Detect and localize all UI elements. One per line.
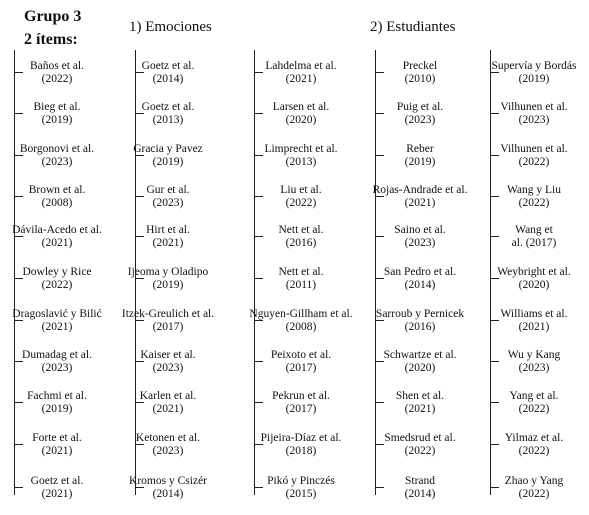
reference-entry: [474, 143, 589, 169]
reference-year: (2022): [404, 445, 436, 457]
reference-entry: [0, 143, 117, 169]
reference-year: (2022): [41, 73, 73, 85]
reference-authors: Shen et al.: [395, 390, 445, 402]
reference-authors: Wang et: [515, 224, 553, 236]
group-title: Grupo 3: [24, 8, 82, 25]
reference-year: (2021): [404, 197, 436, 209]
reference-entry: [0, 308, 117, 334]
reference-entry: [108, 266, 228, 292]
reference-year: (2023): [518, 114, 550, 126]
reference-entry: [474, 60, 589, 86]
reference-year: (2015): [285, 488, 317, 500]
reference-year: (2020): [518, 279, 550, 291]
reference-authors: Brown et al.: [28, 184, 86, 196]
reference-year: (2010): [404, 73, 436, 85]
reference-authors: Pijeira-Díaz et al.: [260, 432, 342, 444]
reference-entry: [474, 101, 589, 127]
reference-year: (2019): [41, 114, 73, 126]
reference-entry: [108, 224, 228, 250]
reference-year: (2019): [518, 73, 550, 85]
reference-year: (2023): [152, 445, 184, 457]
reference-entry: [474, 266, 589, 292]
reference-entry: [474, 184, 589, 210]
reference-year: (2014): [404, 279, 436, 291]
reference-year: (2013): [285, 156, 317, 168]
reference-authors: Forte et al.: [32, 432, 82, 444]
reference-year: (2023): [152, 197, 184, 209]
reference-entry: [474, 390, 589, 416]
reference-authors: Liu et al.: [280, 184, 322, 196]
reference-authors: Vilhunen et al.: [500, 101, 568, 113]
reference-authors: Karlen et al.: [139, 390, 197, 402]
reference-year: (2008): [41, 197, 73, 209]
reference-year: (2019): [41, 403, 73, 415]
reference-entry: [241, 432, 361, 458]
reference-authors: Yilmaz et al.: [504, 432, 564, 444]
reference-entry: [474, 349, 589, 375]
reference-year: (2022): [518, 156, 550, 168]
reference-year: (2017): [285, 362, 317, 374]
reference-authors: Schwartze et al.: [383, 349, 457, 361]
reference-year: (2016): [285, 237, 317, 249]
reference-year: (2011): [285, 279, 317, 291]
reference-authors: Saino et al.: [394, 224, 446, 236]
reference-entry: [0, 184, 117, 210]
reference-authors: Limprecht et al.: [264, 143, 338, 155]
reference-year: (2021): [518, 321, 550, 333]
reference-year: (2016): [404, 321, 436, 333]
reference-entry: [0, 475, 117, 501]
reference-entry: [360, 143, 480, 169]
reference-authors: Hirt et al.: [146, 224, 190, 236]
reference-authors: Zhao y Yang: [504, 475, 564, 487]
reference-entry: [108, 184, 228, 210]
reference-entry: [241, 60, 361, 86]
reference-year: (2021): [152, 403, 184, 415]
reference-year: (2017): [152, 321, 184, 333]
reference-entry: [241, 266, 361, 292]
reference-authors: Vilhunen et al.: [500, 143, 568, 155]
reference-year: (2021): [41, 321, 73, 333]
reference-entry: [360, 266, 480, 292]
reference-year: (2013): [152, 114, 184, 126]
reference-year: (2020): [404, 362, 436, 374]
reference-year: (2023): [404, 114, 436, 126]
reference-authors: Dávila-Acedo et al.: [12, 224, 102, 236]
reference-authors: Itzek-Greulich et al.: [121, 308, 215, 320]
reference-year: (2021): [41, 445, 73, 457]
reference-year: (2022): [41, 279, 73, 291]
reference-authors: Kromos y Csizér: [129, 475, 207, 487]
reference-entry: [108, 475, 228, 501]
reference-entry: [241, 101, 361, 127]
reference-entry: [108, 101, 228, 127]
reference-year: (2022): [518, 488, 550, 500]
reference-entry: [474, 308, 589, 334]
reference-authors: Goetz et al.: [30, 475, 84, 487]
reference-year: (2021): [41, 488, 73, 500]
reference-authors: Williams et al.: [500, 308, 568, 320]
reference-authors: Supervía y Bordás: [491, 60, 577, 72]
items-subtitle: 2 ítems:: [24, 31, 78, 48]
reference-year: (2021): [285, 73, 317, 85]
reference-authors: Baños et al.: [30, 60, 84, 72]
reference-entry: [360, 101, 480, 127]
reference-authors: Gracia y Pavez: [133, 143, 203, 155]
reference-year: (2017): [285, 403, 317, 415]
reference-authors: Lahdelma et al.: [265, 60, 337, 72]
reference-authors: Nguyen-Gillham et al.: [249, 308, 353, 320]
reference-year: (2023): [404, 237, 436, 249]
reference-authors: Strand: [404, 475, 436, 487]
reference-authors: Yang et al.: [509, 390, 559, 402]
reference-year: (2021): [152, 237, 184, 249]
reference-authors: Smedsrud et al.: [384, 432, 456, 444]
reference-authors: Gur et al.: [146, 184, 190, 196]
reference-year: (2022): [518, 403, 550, 415]
reference-entry: [241, 308, 361, 334]
reference-entry: [241, 184, 361, 210]
reference-year: (2022): [285, 197, 317, 209]
reference-authors: Reber: [406, 143, 434, 155]
reference-year: (2019): [404, 156, 436, 168]
reference-entry: [108, 390, 228, 416]
reference-entry: [474, 224, 589, 250]
reference-year: (2023): [152, 362, 184, 374]
reference-entry: [241, 475, 361, 501]
reference-entry: [0, 432, 117, 458]
reference-entry: [360, 475, 480, 501]
reference-authors: Nett et al.: [278, 224, 324, 236]
reference-authors: Ijeoma y Oladipo: [127, 266, 209, 278]
reference-authors: Pekrun et al.: [272, 390, 330, 402]
reference-entry: [108, 308, 228, 334]
reference-year: (2022): [518, 445, 550, 457]
reference-authors: Ketonen et al.: [135, 432, 201, 444]
reference-entry: [0, 349, 117, 375]
reference-authors: Nett et al.: [278, 266, 324, 278]
reference-entry: [0, 390, 117, 416]
reference-authors: Goetz et al.: [141, 101, 195, 113]
reference-entry: [360, 349, 480, 375]
reference-authors: Peixoto et al.: [270, 349, 332, 361]
reference-year: (2008): [285, 321, 317, 333]
reference-entry: [0, 266, 117, 292]
reference-year: (2014): [404, 488, 436, 500]
reference-entry: [241, 224, 361, 250]
reference-authors: Kaiser et al.: [140, 349, 196, 361]
reference-entry: [0, 60, 117, 86]
reference-entry: [108, 349, 228, 375]
reference-year: (2019): [152, 279, 184, 291]
reference-entry: [241, 143, 361, 169]
reference-entry: [241, 349, 361, 375]
reference-entry: [360, 60, 480, 86]
reference-year: (2021): [404, 403, 436, 415]
reference-authors: Rojas-Andrade et al.: [372, 184, 468, 196]
reference-entry: [0, 101, 117, 127]
reference-entry: [474, 432, 589, 458]
reference-authors: Weybright et al.: [497, 266, 571, 278]
reference-authors: Goetz et al.: [141, 60, 195, 72]
reference-entry: [474, 475, 589, 501]
reference-entry: [360, 308, 480, 334]
reference-entry: [241, 390, 361, 416]
heading-estudiantes: 2) Estudiantes: [370, 19, 456, 35]
reference-entry: [108, 60, 228, 86]
reference-entry: [108, 432, 228, 458]
reference-authors: Preckel: [402, 60, 438, 72]
reference-authors: Dowley y Rice: [22, 266, 92, 278]
heading-emociones: 1) Emociones: [129, 19, 212, 35]
reference-entry: [360, 224, 480, 250]
reference-authors: Pikó y Pinczés: [267, 475, 335, 487]
reference-authors: Fachmi et al.: [27, 390, 87, 402]
reference-authors: Bieg et al.: [33, 101, 81, 113]
reference-year: (2018): [285, 445, 317, 457]
reference-authors: Wu y Kang: [507, 349, 561, 361]
reference-authors: Borgonovi et al.: [19, 143, 95, 155]
reference-authors: Dragoslavić y Bilić: [12, 308, 102, 320]
reference-authors: Larsen et al.: [272, 101, 330, 113]
reference-authors: Puig et al.: [396, 101, 444, 113]
reference-authors: Sarroub y Pernicek: [375, 308, 465, 320]
reference-year: (2014): [152, 73, 184, 85]
reference-entry: [108, 143, 228, 169]
reference-year: al. (2017): [511, 237, 557, 249]
reference-year: (2021): [41, 237, 73, 249]
reference-entry: [360, 432, 480, 458]
reference-year: (2023): [41, 156, 73, 168]
reference-entry: [360, 184, 480, 210]
reference-year: (2019): [152, 156, 184, 168]
reference-year: (2023): [518, 362, 550, 374]
reference-authors: San Pedro et al.: [383, 266, 457, 278]
reference-authors: Dumadag et al.: [22, 349, 92, 361]
reference-year: (2022): [518, 197, 550, 209]
reference-year: (2014): [152, 488, 184, 500]
reference-year: (2023): [41, 362, 73, 374]
reference-entry: [0, 224, 117, 250]
reference-year: (2020): [285, 114, 317, 126]
reference-entry: [360, 390, 480, 416]
reference-authors: Wang y Liu: [506, 184, 561, 196]
